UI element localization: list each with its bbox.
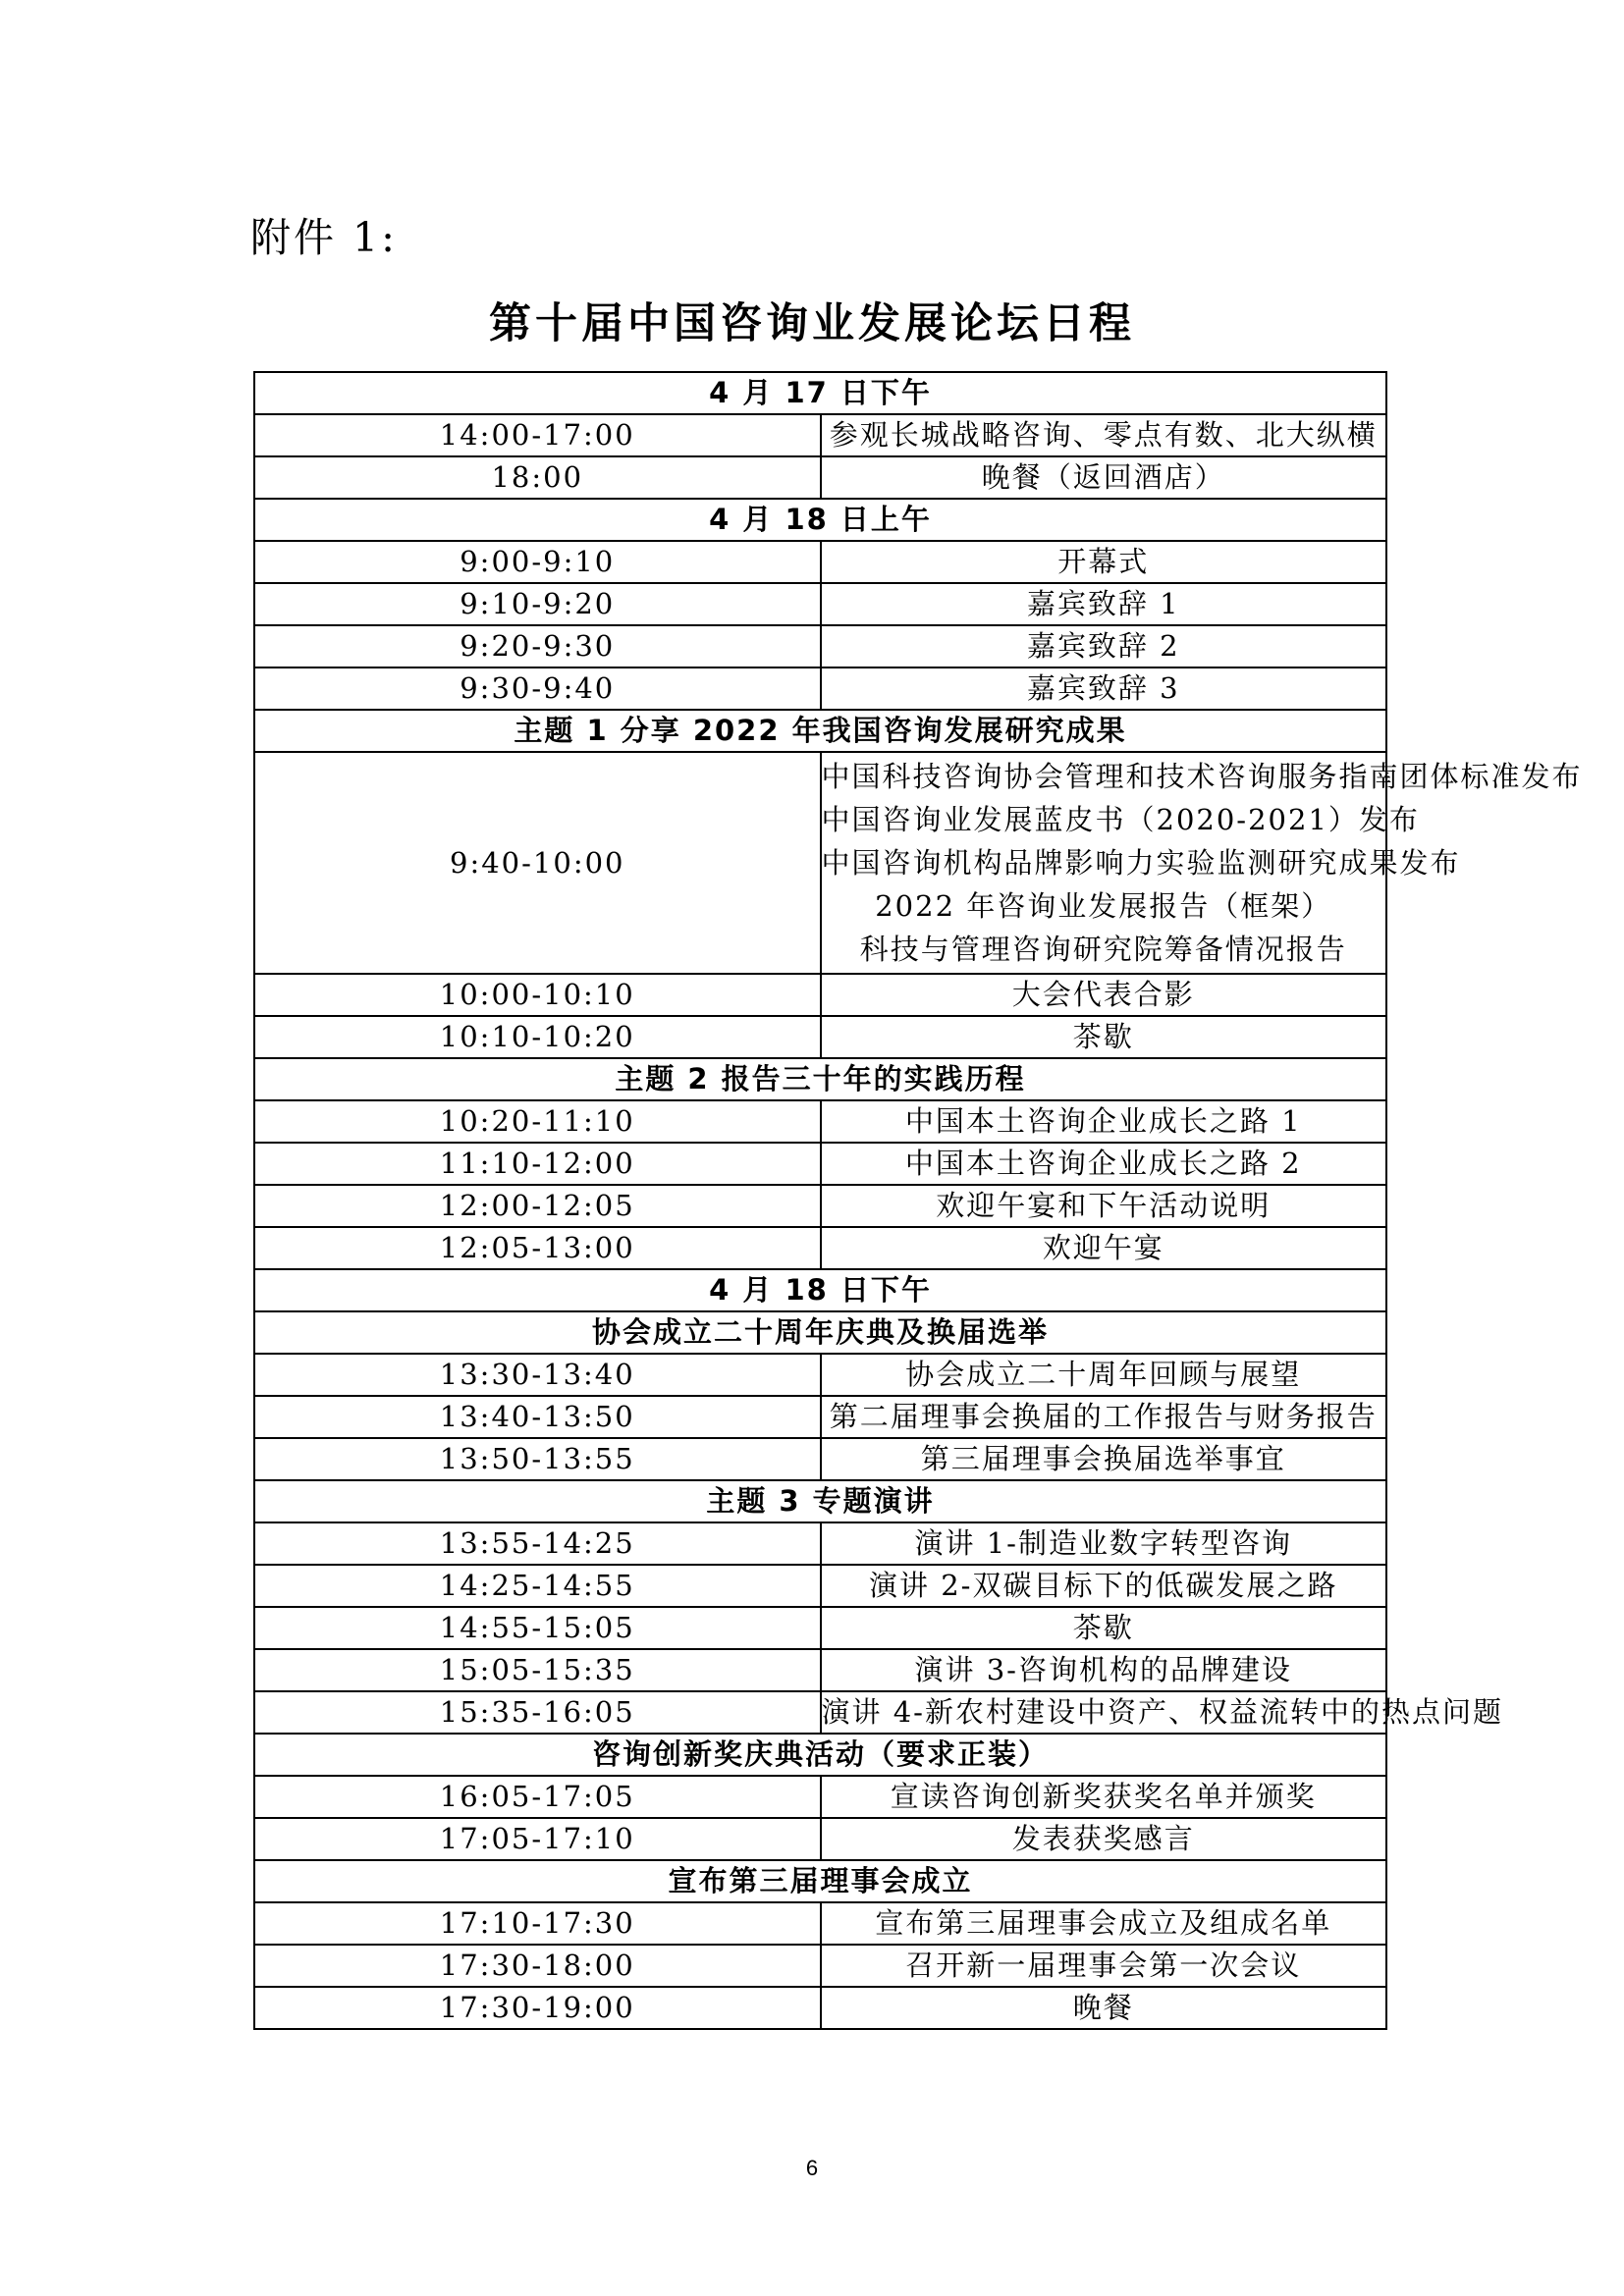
schedule-row: [254, 1818, 1386, 1860]
event-cell: 晚餐（返回酒店）: [821, 456, 1387, 499]
event-cell: 嘉宾致辞 1: [821, 583, 1387, 625]
schedule-row: [254, 1607, 1386, 1649]
event-cell: [821, 752, 1583, 974]
time-cell: 17:10-17:30: [254, 1902, 821, 1945]
schedule-row: [254, 1987, 1386, 2029]
schedule-row: [254, 541, 1386, 583]
event-line: 科技与管理咨询研究院筹备情况报告: [859, 933, 1347, 966]
schedule-row: [254, 1565, 1386, 1607]
event-cell: 欢迎午宴和下午活动说明: [821, 1185, 1387, 1227]
schedule-row: [254, 625, 1386, 667]
section-header-row: [254, 1311, 1386, 1354]
schedule-row: [254, 1354, 1386, 1396]
time-cell: 9:00-9:10: [254, 541, 821, 583]
time-cell: 13:50-13:55: [254, 1438, 821, 1480]
schedule-row: [254, 1945, 1386, 1987]
time-cell: 10:10-10:20: [254, 1016, 821, 1058]
schedule-row: [254, 1100, 1386, 1143]
time-cell: 13:30-13:40: [254, 1354, 821, 1396]
page-number: 6: [805, 2156, 819, 2180]
event-cell: 协会成立二十周年回顾与展望: [821, 1354, 1387, 1396]
event-line: 中国科技咨询协会管理和技术咨询服务指南团体标准发布: [821, 760, 1583, 793]
time-cell: 13:55-14:25: [254, 1522, 821, 1565]
event-cell: 茶歇: [821, 1016, 1387, 1058]
schedule-row: [254, 1396, 1386, 1438]
section-header-row: [254, 1734, 1386, 1776]
event-cell: 中国本土咨询企业成长之路 1: [821, 1100, 1387, 1143]
event-cell: 召开新一届理事会第一次会议: [821, 1945, 1387, 1987]
time-cell: 11:10-12:00: [254, 1143, 821, 1185]
event-cell: 第二届理事会换届的工作报告与财务报告: [821, 1396, 1387, 1438]
time-cell: 10:00-10:10: [254, 974, 821, 1016]
schedule-row: [254, 974, 1386, 1016]
section-header-row: [254, 372, 1386, 414]
schedule-row: [254, 1016, 1386, 1058]
time-cell: 15:05-15:35: [254, 1649, 821, 1691]
document-title: 第十届中国咨询业发展论坛日程: [489, 299, 1135, 348]
section-title: 宣布第三届理事会成立: [254, 1860, 1386, 1902]
time-cell: 9:10-9:20: [254, 583, 821, 625]
section-title: 咨询创新奖庆典活动（要求正装）: [254, 1734, 1386, 1776]
time-cell: 15:35-16:05: [254, 1691, 821, 1734]
time-cell: 9:40-10:00: [254, 752, 821, 974]
event-cell: 演讲 1-制造业数字转型咨询: [821, 1522, 1387, 1565]
section-title: 主题 1 分享 2022 年我国咨询发展研究成果: [254, 710, 1386, 752]
schedule-body: [254, 372, 1583, 2029]
schedule-row: [254, 1649, 1386, 1691]
event-cell: 嘉宾致辞 3: [821, 667, 1387, 710]
schedule-row: [254, 456, 1386, 499]
event-cell: 嘉宾致辞 2: [821, 625, 1387, 667]
section-header-row: [254, 1860, 1386, 1902]
time-cell: 17:05-17:10: [254, 1818, 821, 1860]
section-header-row: [254, 710, 1386, 752]
event-cell: 第三届理事会换届选举事宜: [821, 1438, 1387, 1480]
event-line: 中国咨询业发展蓝皮书（2020-2021）发布: [821, 803, 1420, 836]
time-cell: 17:30-18:00: [254, 1945, 821, 1987]
section-title: 4 月 18 日上午: [254, 499, 1386, 541]
time-cell: 14:00-17:00: [254, 414, 821, 456]
time-cell: 17:30-19:00: [254, 1987, 821, 2029]
event-line: 中国咨询机构品牌影响力实验监测研究成果发布: [821, 846, 1461, 880]
section-header-row: [254, 1480, 1386, 1522]
schedule-row: [254, 1776, 1386, 1818]
event-line: 2022 年咨询业发展报告（框架）: [875, 889, 1332, 923]
event-cell: 演讲 2-双碳目标下的低碳发展之路: [821, 1565, 1387, 1607]
time-cell: 18:00: [254, 456, 821, 499]
time-cell: 13:40-13:50: [254, 1396, 821, 1438]
section-header-row: [254, 499, 1386, 541]
section-title: 主题 3 专题演讲: [254, 1480, 1386, 1522]
event-cell: 晚餐: [821, 1987, 1387, 2029]
time-cell: 9:20-9:30: [254, 625, 821, 667]
schedule-row: [254, 1438, 1386, 1480]
schedule-row: [254, 1691, 1386, 1734]
schedule-row: [254, 1143, 1386, 1185]
event-cell: 参观长城战略咨询、零点有数、北大纵横: [821, 414, 1387, 456]
section-title: 4 月 17 日下午: [254, 372, 1386, 414]
time-cell: 12:05-13:00: [254, 1227, 821, 1269]
attachment-label: 附件 1:: [250, 214, 398, 261]
schedule-row: [254, 752, 1386, 974]
schedule-row: [254, 1522, 1386, 1565]
event-cell: 开幕式: [821, 541, 1387, 583]
time-cell: 9:30-9:40: [254, 667, 821, 710]
schedule-row: [254, 667, 1386, 710]
time-cell: 14:55-15:05: [254, 1607, 821, 1649]
time-cell: 14:25-14:55: [254, 1565, 821, 1607]
event-cell: 大会代表合影: [821, 974, 1387, 1016]
event-cell: 宣布第三届理事会成立及组成名单: [821, 1902, 1387, 1945]
section-title: 协会成立二十周年庆典及换届选举: [254, 1311, 1386, 1354]
section-title: 主题 2 报告三十年的实践历程: [254, 1058, 1386, 1100]
event-cell: 欢迎午宴: [821, 1227, 1387, 1269]
time-cell: 10:20-11:10: [254, 1100, 821, 1143]
event-cell: 演讲 3-咨询机构的品牌建设: [821, 1649, 1387, 1691]
section-title: 4 月 18 日下午: [254, 1269, 1386, 1311]
event-cell: 演讲 4-新农村建设中资产、权益流转中的热点问题: [821, 1691, 1387, 1734]
section-header-row: [254, 1269, 1386, 1311]
time-cell: 12:00-12:05: [254, 1185, 821, 1227]
schedule-table: [253, 371, 1583, 2030]
time-cell: 16:05-17:05: [254, 1776, 821, 1818]
schedule-row: [254, 414, 1386, 456]
schedule-row: [254, 583, 1386, 625]
section-header-row: [254, 1058, 1386, 1100]
event-cell: 茶歇: [821, 1607, 1387, 1649]
schedule-row: [254, 1227, 1386, 1269]
event-cell: 宣读咨询创新奖获奖名单并颁奖: [821, 1776, 1387, 1818]
schedule-row: [254, 1185, 1386, 1227]
event-cell: 发表获奖感言: [821, 1818, 1387, 1860]
event-cell: 中国本土咨询企业成长之路 2: [821, 1143, 1387, 1185]
schedule-row: [254, 1902, 1386, 1945]
